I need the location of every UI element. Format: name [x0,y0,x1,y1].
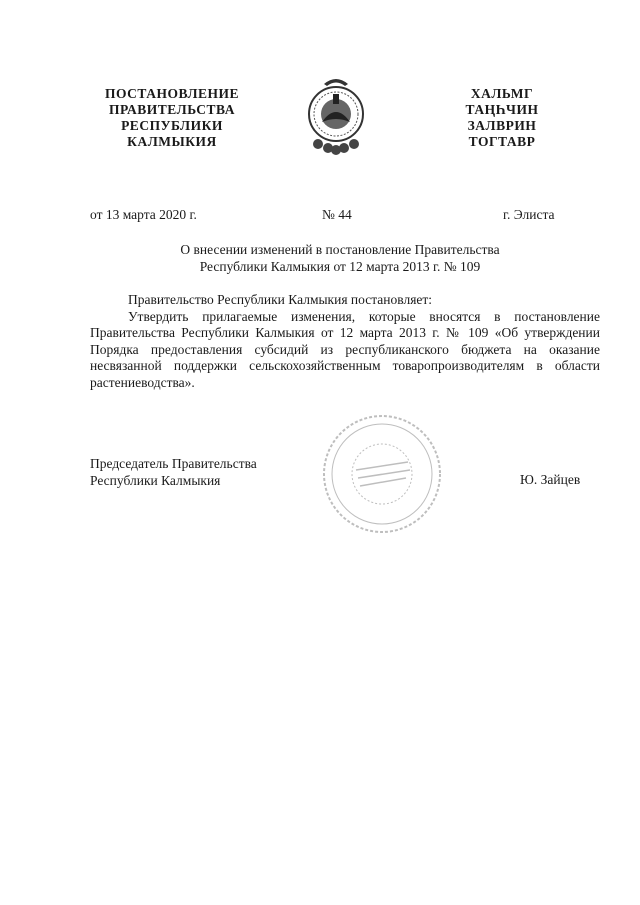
document-number: № 44 [322,207,352,222]
header-right-line: ТАҢҺЧИН [465,102,539,117]
header-left-line: КАЛМЫКИЯ [127,134,217,149]
header-left-line: ПОСТАНОВЛЕНИЕ [104,86,240,101]
title-line: О внесении изменений в постановление Правительства [180,242,500,257]
signer-name: Ю. Зайцев [520,472,581,487]
header-right-title [452,86,552,150]
header-left-title [92,86,252,150]
header-right-line: ТОГТАВР [468,134,536,149]
header-left-line: ПРАВИТЕЛЬСТВА [109,102,235,117]
body-paragraph-approve: Утвердить прилагаемые изменения, которые вносятся в постановление Правительства Республики Калмыкия от 12 марта 2013 г. № 109 «Об утверждении Порядка предоставления субсидий из республиканского бюджета на оказание несвязанной поддержки сельскохозяйственным товаропроизводителям в области растениеводства». [90,308,600,390]
document-body [90,292,600,391]
header-left-line: РЕСПУБЛИКИ [121,118,223,133]
header-right-line: ЗАЛВРИН [467,118,537,133]
official-round-stamp-icon [320,412,445,537]
header-right-line: ХАЛЬМГ [470,86,534,101]
kalmykia-coat-of-arms-icon [300,72,372,160]
document-date: от 13 марта 2020 г. [90,207,197,222]
title-line: Республики Калмыкия от 12 марта 2013 г. № 109 [199,259,481,274]
signer-title-line: Председатель Правительства [90,456,257,471]
body-paragraph-decree: Правительство Республики Калмыкия постановляет: [128,292,433,307]
document-city: г. Элиста [503,207,555,222]
signer-position [90,455,257,489]
signer-title-line: Республики Калмыкия [90,473,221,488]
document-title [100,241,580,275]
